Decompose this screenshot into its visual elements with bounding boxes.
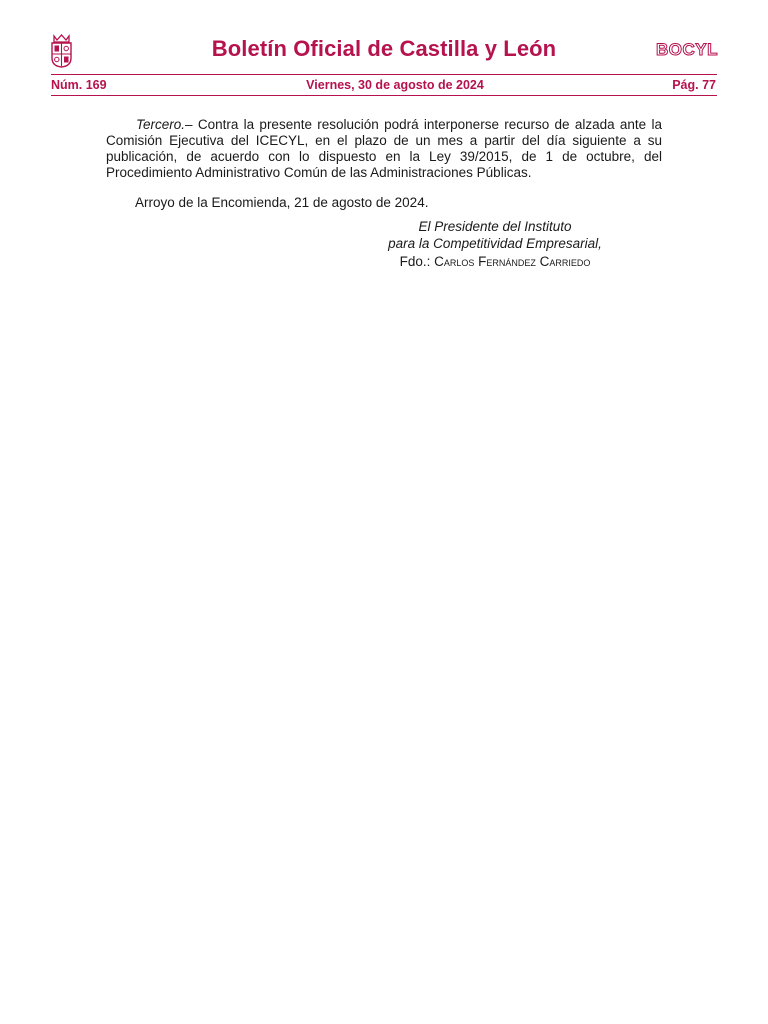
signatory-name: Carlos Fernández Carriedo: [434, 254, 591, 269]
document-body: [106, 117, 662, 181]
issue-date: Viernes, 30 de agosto de 2024: [306, 78, 484, 92]
bulletin-title: Boletín Oficial de Castilla y León: [211, 36, 557, 61]
resolution-paragraph: [106, 117, 662, 181]
header-rule-top: [51, 74, 717, 75]
page-number: Pág. 77: [672, 78, 716, 92]
signatory-role-line1: El Presidente del Instituto: [418, 219, 572, 234]
page-header: [0, 0, 768, 100]
place-and-date: Arroyo de la Encomienda, 21 de agosto de 2024.: [135, 195, 429, 210]
paragraph-lead: Tercero.: [136, 117, 186, 132]
signatory-role-line2: para la Competitividad Empresarial,: [388, 236, 602, 251]
header-rule-bottom: [51, 95, 717, 96]
paragraph-text: – Contra la presente resolución podrá interponerse recurso de alzada ante la Comisión Ejecutiva del ICECYL, en el plazo de un mes a partir del día siguiente a su publicación, de acuerdo con lo dispuesto en la Ley 39/2015, de 1 de octubre, del Procedimiento Administrativo Común de las Administraciones Públicas.: [106, 117, 662, 180]
issue-number: Núm. 169: [51, 78, 107, 92]
bocyl-logo: BOCYL: [656, 40, 718, 59]
signatory-name-line: [378, 253, 612, 270]
signature-prefix: Fdo.:: [399, 254, 435, 269]
